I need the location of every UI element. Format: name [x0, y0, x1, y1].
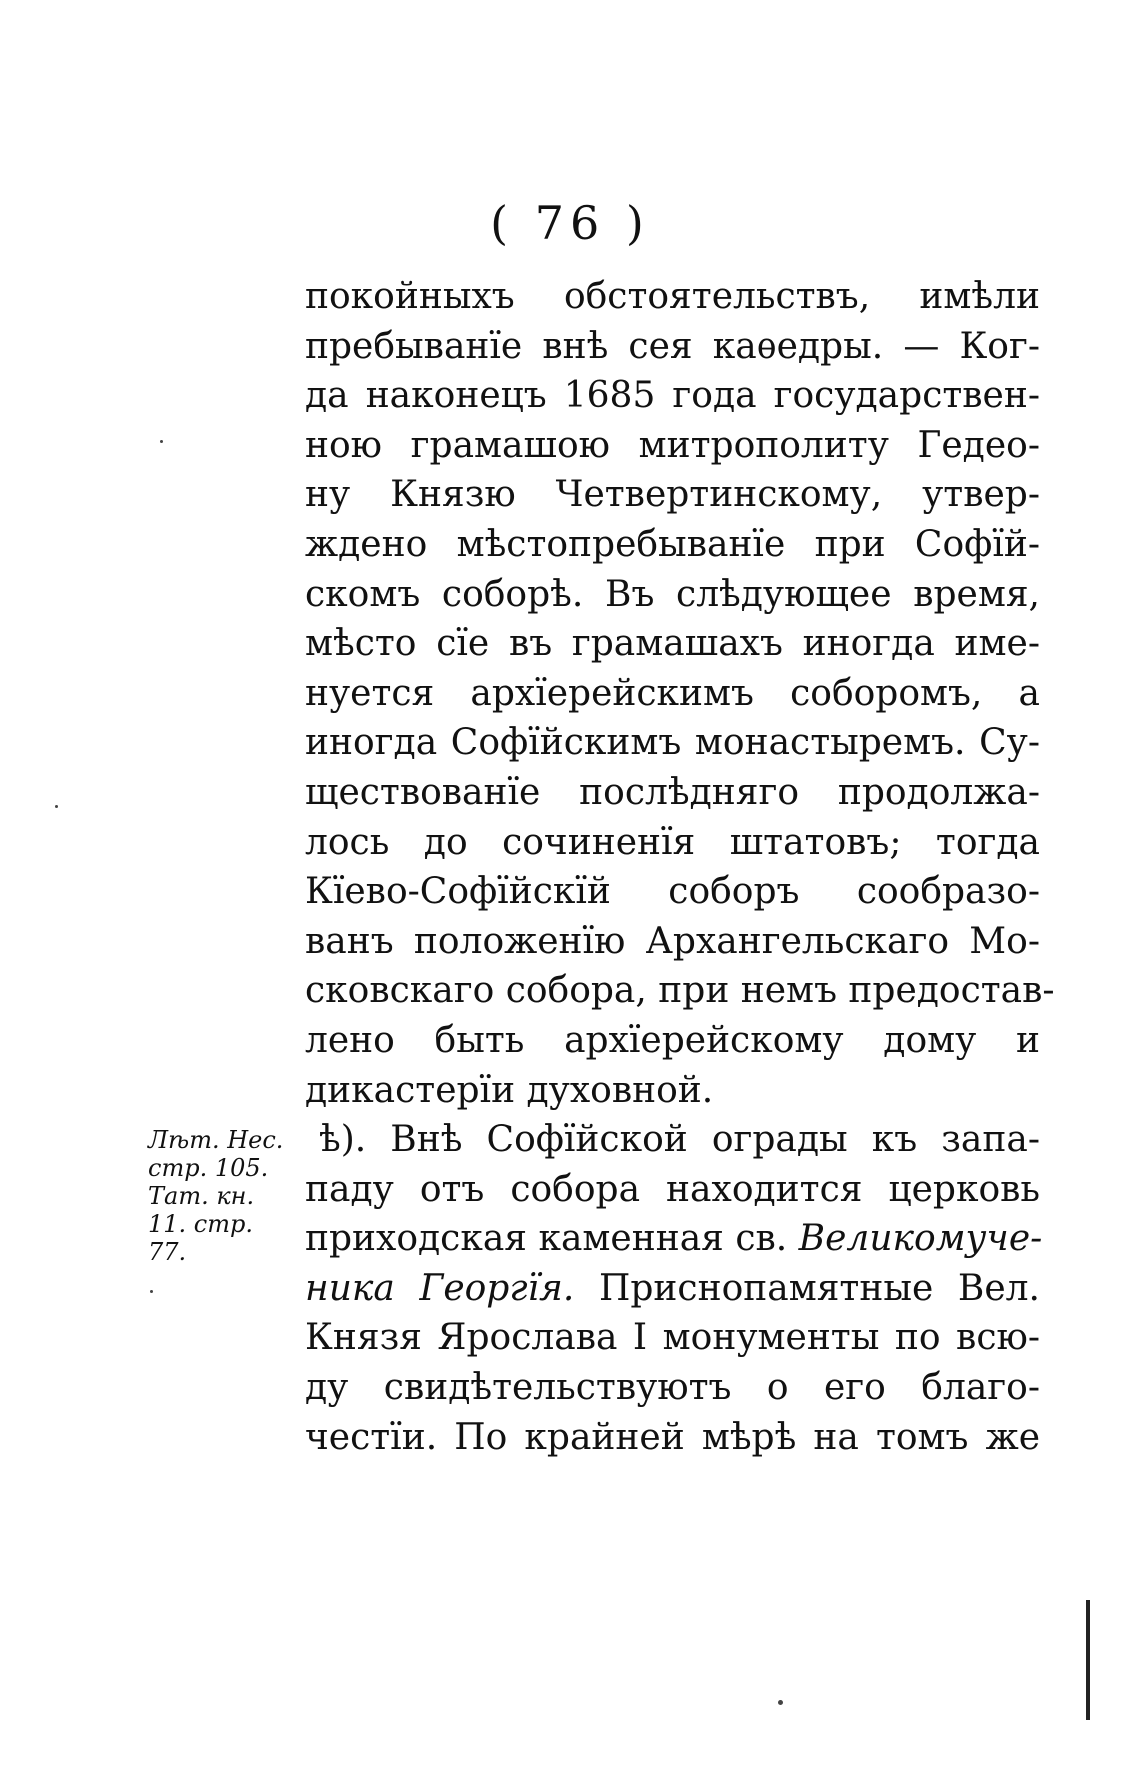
text-line: ждено мѣстопребыванїе при Софїй-: [305, 523, 1040, 565]
paragraph-line: [305, 1264, 1040, 1314]
margin-note-line: Лѣт. Нес.: [148, 1126, 284, 1154]
paragraph-line-text: Приснопамятные Вел.: [598, 1267, 1040, 1309]
paragraph-line: ду свидѣтельствуютъ о его благо-: [305, 1367, 1040, 1409]
text-line: да наконецъ 1685 года государствен-: [305, 375, 1040, 417]
text-line: ществованїе послѣдняго продолжа-: [305, 771, 1040, 813]
text-line: лено быть архїерейскому дому и: [305, 1019, 1040, 1061]
italic-name: ника Георгїя.: [305, 1267, 575, 1309]
paragraph-line: паду отъ собора находится церковь: [305, 1168, 1040, 1210]
italic-name: Великомуче-: [798, 1218, 1043, 1260]
text-line: дикастерїи духовной.: [305, 1069, 714, 1111]
text-line: покойныхъ обстоятельствъ, имѣли: [305, 276, 1040, 317]
text-line: пребыванїе внѣ сея каѳедры. — Ког-: [305, 325, 1040, 367]
ink-speck: [778, 1700, 783, 1705]
margin-note-line: Тат. кн.: [148, 1182, 255, 1210]
page-number: ( 76 ): [490, 196, 650, 250]
paragraph-line: ѣ). Внѣ Софїйской ограды къ запа-: [319, 1119, 1040, 1161]
text-line: сковскаго собора, при немъ предостав-: [305, 970, 1055, 1012]
text-line: скомъ соборѣ. Въ слѣдующее время,: [305, 573, 1040, 615]
text-line: Кїево-Софїйскїй соборъ сообразо-: [305, 871, 1040, 913]
paragraph-line: Князя Ярослава I монументы по всю-: [305, 1317, 1040, 1359]
ink-speck: [55, 805, 58, 808]
text-line: ною грамашою митрополиту Гедео-: [305, 424, 1040, 466]
text-line: мѣсто сїе въ грамашахъ иногда име-: [305, 623, 1040, 665]
text-line: ванъ положенїю Архангельскаго Мо-: [305, 920, 1040, 962]
ink-speck: [150, 1290, 153, 1293]
main-text-block: [305, 272, 1055, 1462]
page-edge-mark: [1086, 1600, 1090, 1720]
paragraph-line: честїи. По крайней мѣрѣ на томъ же: [305, 1416, 1040, 1458]
text-line: нуется архїерейскимъ соборомъ, а: [305, 672, 1040, 714]
paragraph-line: [305, 1214, 1043, 1264]
paragraph-line-text: приходская каменная св.: [305, 1218, 788, 1260]
margin-note-line: стр. 105.: [148, 1154, 269, 1182]
ink-speck: [160, 440, 163, 443]
text-line: лось до сочиненїя штатовъ; тогда: [305, 821, 1040, 863]
text-line: ну Князю Четвертинскому, утвер-: [305, 474, 1040, 516]
margin-note-line: 11. стр.: [148, 1210, 253, 1238]
margin-note: [148, 1126, 298, 1266]
margin-note-line: 77.: [148, 1238, 187, 1266]
text-line: иногда Софїйскимъ монастыремъ. Су-: [305, 722, 1040, 764]
